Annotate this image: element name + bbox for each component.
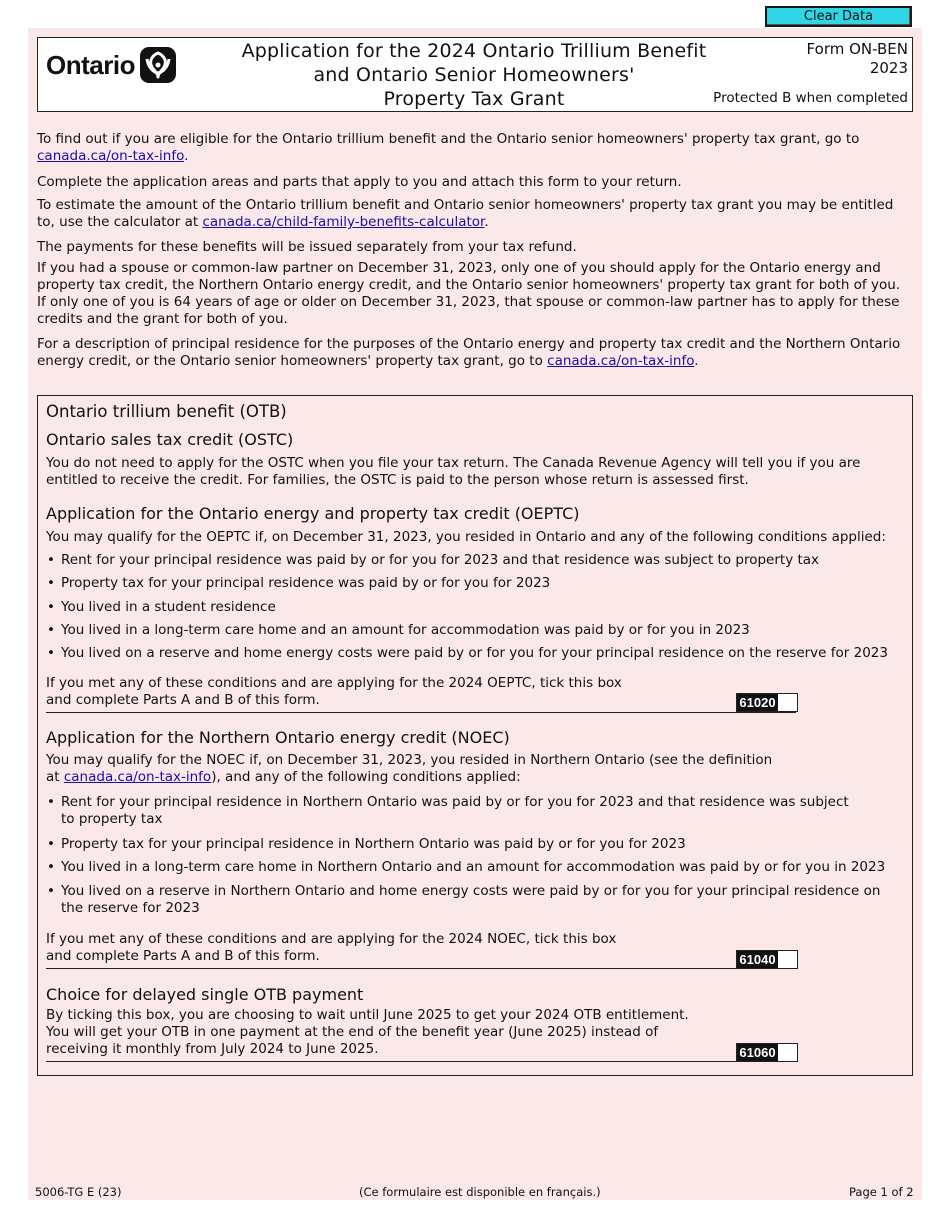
form-id <box>807 40 908 78</box>
french-availability: (Ce formulaire est disponible en français.) <box>359 1185 601 1199</box>
clear-data-button[interactable]: Clear Data <box>765 6 912 27</box>
noec-tick-line-2: and complete Parts A and B of this form. <box>46 948 320 964</box>
noec-heading: Application for the Northern Ontario energy credit (NOEC) <box>46 728 510 747</box>
ontario-logo <box>46 47 176 83</box>
oeptc-intro: You may qualify for the OEPTC if, on December 31, 2023, you resided in Ontario and any of the following conditions applied: <box>46 529 886 545</box>
noec-definition-link[interactable]: canada.ca/on-tax-info <box>63 769 212 785</box>
title-line-3: Property Tax Grant <box>383 88 565 110</box>
delay-line-1: By ticking this box, you are choosing to wait until June 2025 to get your 2024 OTB entitlement. <box>46 1007 689 1023</box>
intro-paragraph-6: For a description of principal residence for the purposes of the Ontario energy and property tax credit and the Northern Ontario energy credit, or the Ontario senior homeowners' property tax grant, go to canada.ca/on-tax-info. <box>37 336 901 369</box>
delay-heading: Choice for delayed single OTB payment <box>46 985 364 1004</box>
calculator-link[interactable]: canada.ca/child-family-benefits-calculator <box>202 214 485 230</box>
logo-text: Ontario <box>46 49 135 80</box>
oeptc-rule <box>46 712 796 713</box>
line-code: 61020 <box>737 694 778 711</box>
oeptc-tick-line-2: and complete Parts A and B of this form. <box>46 692 320 708</box>
delay-checkbox-field[interactable] <box>736 1043 798 1062</box>
form-year: 2023 <box>869 59 908 77</box>
form-title <box>218 39 730 111</box>
page-number: Page 1 of 2 <box>849 1185 914 1199</box>
intro-paragraph-1: To find out if you are eligible for the Ontario trillium benefit and the Ontario senior homeowners' property tax grant, go to canada.ca/on-tax-info. <box>37 131 860 164</box>
form-header <box>37 37 913 112</box>
noec-checkbox[interactable] <box>778 951 797 968</box>
intro-paragraph-3: To estimate the amount of the Ontario trillium benefit and Ontario senior homeowners' property tax grant you may be entitled to, use the calculator at canada.ca/child-family-benefits-calculator. <box>37 197 894 230</box>
delay-checkbox[interactable] <box>778 1044 797 1061</box>
intro-paragraph-4: The payments for these benefits will be issued separately from your tax refund. <box>37 239 577 255</box>
principal-residence-link[interactable]: canada.ca/on-tax-info <box>547 353 695 369</box>
oeptc-bullet: • Rent for your principal residence was paid by or for you for 2023 and that residence was subject to property tax <box>46 552 906 569</box>
noec-bullet: • You lived in a long-term care home in Northern Ontario and an amount for accommodation was paid by or for you in 2023 <box>46 859 906 876</box>
intro-paragraph-5: If you had a spouse or common-law partner on December 31, 2023, only one of you should apply for the Ontario energy and property tax credit, the Northern Ontario energy credit, and the Ontario senior homeowners' property tax grant for both of you. If only one of you is 64 years of age or older on December 31, 2023, that spouse or common-law partner has to apply for these credits and the grant for both of you. <box>37 260 901 327</box>
noec-tick-line-1: If you met any of these conditions and are applying for the 2024 NOEC, tick this box <box>46 931 617 947</box>
on-tax-info-link[interactable]: canada.ca/on-tax-info <box>37 148 185 164</box>
noec-checkbox-field[interactable] <box>736 950 798 969</box>
delay-line-3: receiving it monthly from July 2024 to June 2025. <box>46 1041 379 1057</box>
intro-paragraph-2: Complete the application areas and parts that apply to you and attach this form to your return. <box>37 174 682 190</box>
oeptc-bullet: • You lived on a reserve and home energy costs were paid by or for you for your principal residence on the reserve for 2023 <box>46 645 906 662</box>
form-number: Form ON-BEN <box>806 40 908 58</box>
otb-section <box>37 395 913 1076</box>
noec-bullet: • Rent for your principal residence in Northern Ontario was paid by or for you for 2023 and that residence was subject to property tax <box>46 794 866 828</box>
oeptc-bullet: • You lived in a student residence <box>46 599 906 616</box>
line-code: 61040 <box>737 951 778 968</box>
form-code: 5006-TG E (23) <box>35 1185 122 1199</box>
oeptc-checkbox[interactable] <box>778 694 797 711</box>
oeptc-heading: Application for the Ontario energy and property tax credit (OEPTC) <box>46 504 580 523</box>
oeptc-checkbox-field[interactable] <box>736 693 798 712</box>
trillium-icon <box>140 47 176 83</box>
oeptc-tick-line-1: If you met any of these conditions and are applying for the 2024 OEPTC, tick this box <box>46 675 622 691</box>
title-line-1: Application for the 2024 Ontario Trillium Benefit <box>241 40 707 62</box>
protected-notice: Protected B when completed <box>713 90 908 106</box>
ostc-heading: Ontario sales tax credit (OSTC) <box>46 430 294 449</box>
ostc-text: You do not need to apply for the OSTC when you file your tax return. The Canada Revenue Agency will tell you if you are entitled to receive the credit. For families, the OSTC is paid to the person whose return is assessed first. <box>46 455 861 488</box>
oeptc-bullet: • You lived in a long-term care home and an amount for accommodation was paid by or for you in 2023 <box>46 622 906 639</box>
noec-bullet: • You lived on a reserve in Northern Ontario and home energy costs were paid by or for you for your principal residence on the reserve for 2023 <box>46 883 896 917</box>
noec-intro-line-2: at canada.ca/on-tax-info), and any of the following conditions applied: <box>46 769 521 785</box>
delay-line-2: You will get your OTB in one payment at the end of the benefit year (June 2025) instead of <box>46 1024 659 1040</box>
otb-heading: Ontario trillium benefit (OTB) <box>46 402 287 421</box>
noec-bullet: • Property tax for your principal residence in Northern Ontario was paid by or for you for 2023 <box>46 836 906 853</box>
intro-section <box>37 131 912 370</box>
line-code: 61060 <box>737 1044 778 1061</box>
delay-rule <box>46 1061 796 1062</box>
noec-intro-line-1: You may qualify for the NOEC if, on December 31, 2023, you resided in Northern Ontario (see the definition <box>46 752 773 768</box>
oeptc-bullet: • Property tax for your principal residence was paid by or for you for 2023 <box>46 575 906 592</box>
title-line-2: and Ontario Senior Homeowners' <box>313 64 635 86</box>
noec-rule <box>46 968 796 969</box>
